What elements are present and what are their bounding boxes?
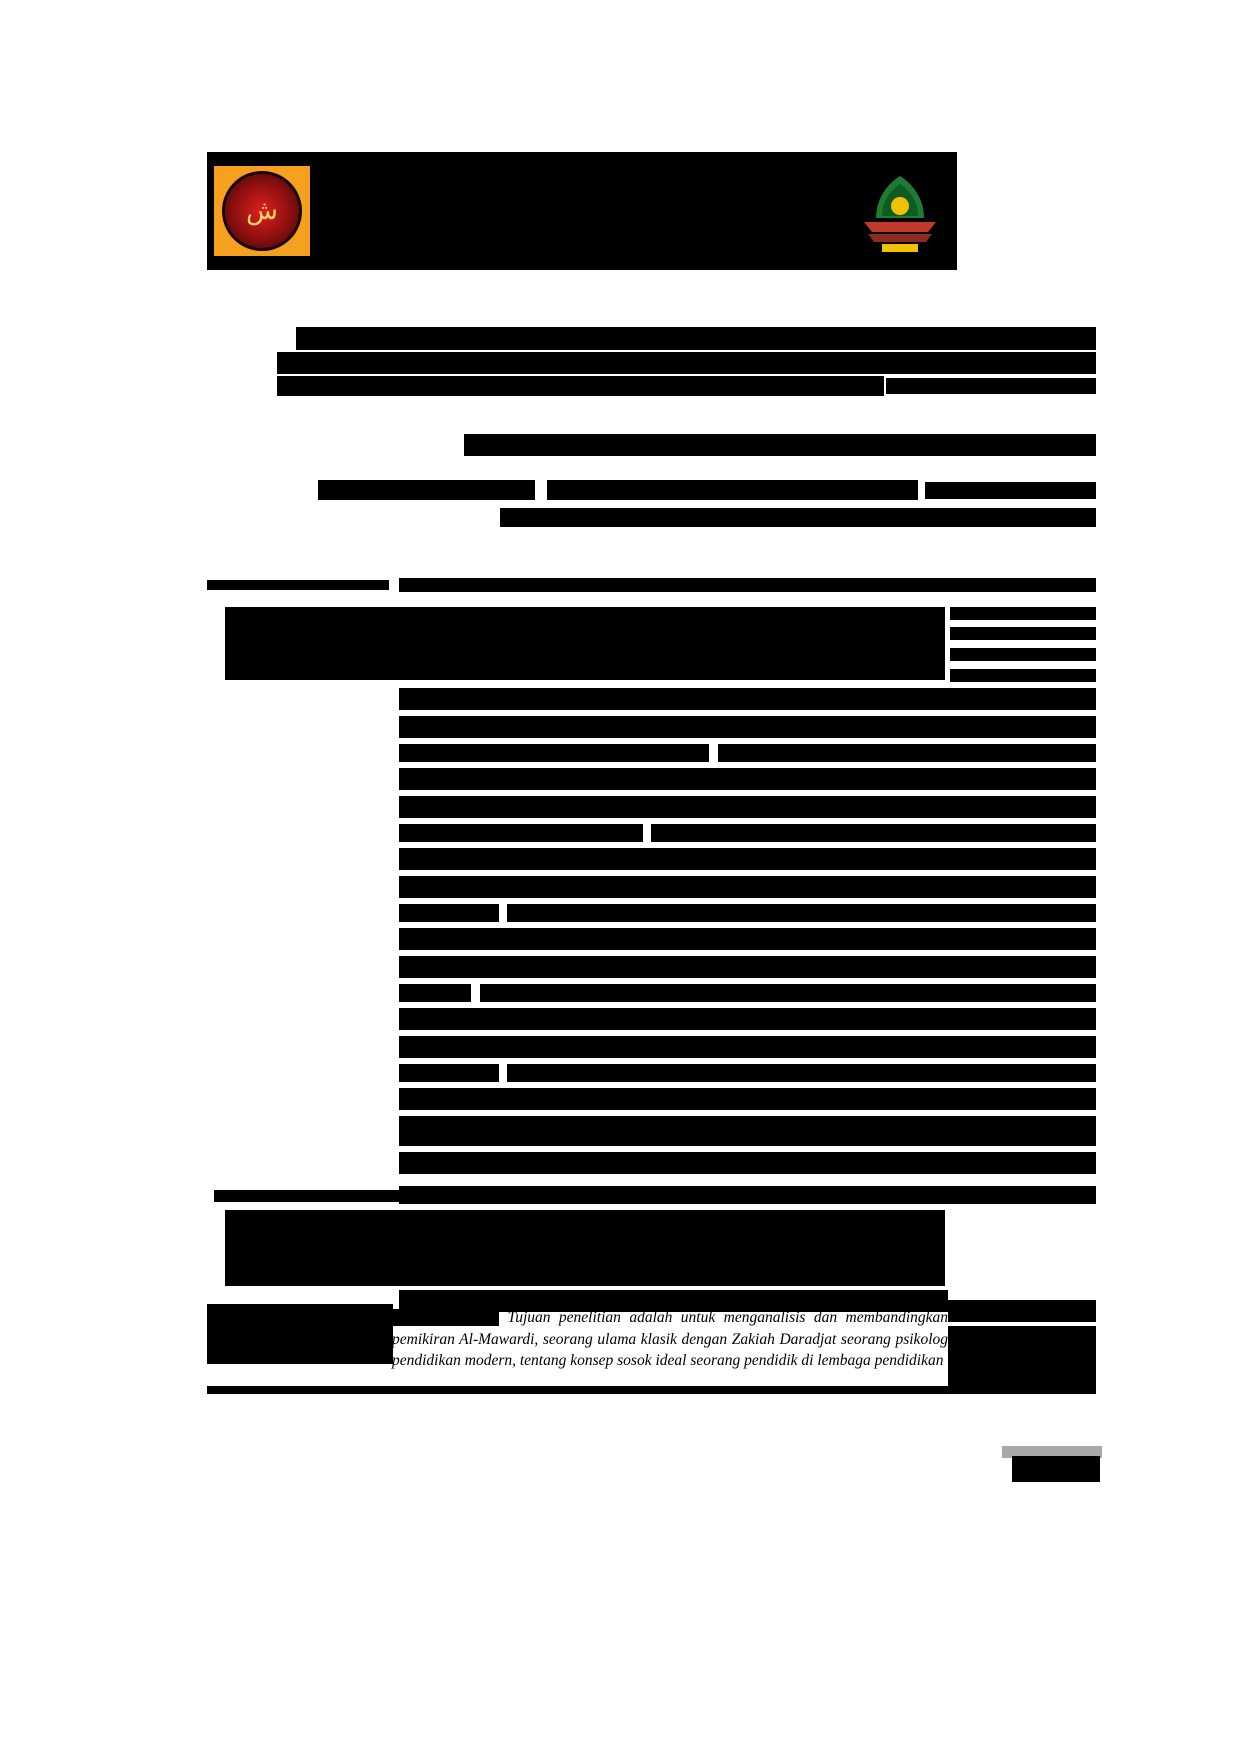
- body-line: [507, 904, 1096, 922]
- body-right-line-2: [950, 627, 1096, 640]
- body-line: [399, 716, 1096, 738]
- body-left-block-1: [225, 607, 945, 680]
- abstract-right-bar-2: [948, 1326, 1096, 1388]
- author-line-1c: [925, 482, 1096, 499]
- body-line: [651, 824, 1096, 842]
- body-line: [399, 824, 643, 842]
- body-line: [399, 956, 1096, 978]
- body-line: [399, 876, 1096, 898]
- body-right-line-3: [950, 648, 1096, 661]
- body-line: [480, 984, 1096, 1002]
- body-right-line-1: [950, 607, 1096, 620]
- body-line: [399, 904, 499, 922]
- body-line: [399, 578, 1096, 592]
- abstract-paragraph: [392, 1307, 948, 1372]
- footer-black-mark: [1012, 1456, 1100, 1482]
- university-crest-logo: [848, 168, 952, 260]
- body-line: [399, 984, 471, 1002]
- body-left-block-2: [225, 1210, 945, 1286]
- body-rule-top-left: [207, 580, 389, 590]
- title-line-3b: [886, 378, 1096, 394]
- body-line: [399, 796, 1096, 818]
- body-line: [399, 848, 1096, 870]
- body-right-line-4: [950, 669, 1096, 682]
- abstract-label-block: [207, 1304, 393, 1364]
- body-line: [399, 1008, 1096, 1030]
- title-line-2: [277, 352, 1096, 374]
- body-line: [399, 928, 1096, 950]
- affiliation-line: [500, 508, 1096, 527]
- author-line-1a: [318, 480, 535, 500]
- body-line: [399, 1186, 1096, 1204]
- abstract-body-text: Tujuan penelitian adalah untuk menganalisis dan membandingkan pemikiran Al-Mawardi, seorang ulama klasik dengan Zakiah Daradjat seorang psikolog pendidikan modern, tentang konsep sosok ideal seorang pendidik di lembaga pendidikan: [392, 1309, 949, 1369]
- arabic-calligraphy-seal-logo: [214, 166, 310, 256]
- abstract-leading-redacted: lembaga formal.: [392, 1309, 500, 1326]
- body-line: [399, 1088, 1096, 1110]
- body-line: [507, 1064, 1096, 1082]
- author-line-1b: [547, 480, 918, 500]
- body-right-line-5: [950, 690, 1096, 703]
- title-line-1: [296, 327, 1096, 350]
- body-line: [399, 1116, 1096, 1146]
- title-line-3: [277, 376, 884, 396]
- body-line: [718, 744, 1096, 762]
- subtitle-line: [464, 434, 1096, 456]
- body-line: [399, 1036, 1096, 1058]
- body-rule-bottom: [207, 1386, 1096, 1394]
- body-line: [399, 1152, 1096, 1174]
- section-rule-left: [214, 1190, 400, 1202]
- body-line: [399, 768, 1096, 790]
- seal-emblem-icon: ش: [222, 171, 302, 251]
- abstract-right-bar-1: [948, 1300, 1096, 1322]
- header-band: [207, 152, 957, 270]
- body-line: [399, 744, 709, 762]
- body-line: [399, 1064, 499, 1082]
